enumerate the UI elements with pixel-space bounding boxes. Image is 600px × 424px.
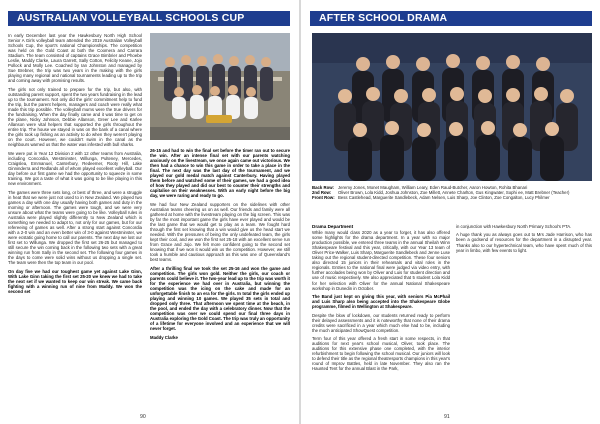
volleyball-title-banner: AUSTRALIAN VOLLEYBALL SCHOOLS CUP (8, 11, 290, 26)
page-number: 90 (140, 414, 146, 420)
drama-article-column-2 (456, 224, 592, 304)
caption-names: Oliver Brown, Lola Kidd, Joshua Johnston, Zoe Millett, Annete Charlton, Gus Kingwater, Sophi ee, Matt Brebner (Teacher) (338, 190, 570, 195)
drama-group-photo (312, 33, 592, 181)
caption-label: Back Row: (312, 185, 334, 190)
article-paragraph: in conjunction with Hawkesbury North Primary School's PTA. (456, 224, 572, 229)
volleyball-team-photo (150, 33, 290, 140)
article-paragraph: We had four New Zealand supporters on the sidelines with other Australian teams cheering us on as well. Our friends and family were all gathered at home with the livestream playing on the big screen. This was by far the most important game the girls have ever played and would be the last game that we would get to play as a team. We fought hard through the first set knowing that a win would give us the head start we needed. With the pressures of being the only undefeated team, the girls kept their cool, and we won the first set 25-18 with an excellent serve run from Grace and Jojo. We felt more confident going to the second set knowing that if we won it would win us the competition. However, we still took a humble and cautious approach as this was one of Queensland's best teams. (150, 201, 290, 263)
drama-article-column-1 (312, 224, 450, 414)
caption-front-row (312, 195, 592, 200)
caption-names: Jeremy Jones, Monet Maugham, William Leary, Eden Raud-Butcher, Aaron Howton, Rohita Bhanari (338, 185, 528, 190)
article-paragraph: A huge thank you as always goes out to Mrs Jade Harrison, who has been a godsend of resources for the department in a disrupted year. Thanks also to our hypertechnical team, who have spent much of this year in limbo, with few events to light. (456, 232, 592, 253)
page-number: 91 (444, 414, 450, 420)
drama-title-banner: AFTER SCHOOL DRAMA (310, 11, 592, 26)
article-signature: Maddy Clarke (150, 334, 178, 340)
right-page (300, 0, 600, 424)
article-paragraph: 26-15 and had to win the final set before the timer ran out to secure the win. After an intense final set with our parents watching anxiously on the livestream, we once again came out victorious. We then had a chance to win this game in order to take a place in the final. The next day was the last day of the tournament, and we played our gold medal match against Canterbury. Having played them before and watched some of their games, we had a good idea of how they played and did our best to counter their strengths and capitalise on their weaknesses. With an early night before the big day, we were raring and ready to go. (150, 148, 290, 199)
caption-label: 2nd Row: (312, 190, 332, 195)
drama-group-illustration (312, 33, 592, 181)
drama-photo-caption (312, 185, 592, 200)
volleyball-article-column-2 (150, 148, 290, 380)
article-paragraph: The games were three sets long, or best of three, and were a struggle in heat that we were just not used to in New Zealand. We played two games a day with one day usually having both games and duty in the morning or afternoon. The games were tough, and we were very unsure about what the teams were going to be like. Volleyball rules in Australia were played slightly differently to New Zealand which is something we needed to adapt to, not only for our games, but for our refereeing of games as well. After a strong start against Concordia with a 2-0 win and an even better win of 3-0 against Westminster, we were ecstatic going home to call our parents. The next day we lost our first set to Willunga. We dropped the first set 26-25 but managed to still secure the win coming back in the following two sets with a great winning run from Sally in the second set. The following four games in the days to come were solid wins without us dropping a single set. The team were then the top team in our pool. (8, 189, 142, 266)
article-paragraph: In early December last year the Hawkesbury North High School Senior A Girls volleyball team attended the 2019 Australian Volleyball Schools Cup, the sport's national Championships. The competition was held on the Gold Coast at both the Coomera and Carrara Stadium. The team consisted of captains Grace Bimbrier and Phoebe Leslie, Maddy Clarke, Laura Garrett, Sally Cotton, Felicity Keane, Jojo Pollock and Molly Lee. Coached by Ian Johnston and managed by Sue Brebner, the trip was two years in the making with the girls playing many regional and national tournaments leading up to the trip and coming away with promising results. (8, 33, 142, 84)
caption-label: Front Row: (312, 195, 335, 200)
article-paragraph: While many would class 2020 as a year to forget, it has also offered some highlights for the drama department. In a year with so major production possible, we entered three teams in the annual Sheilah Winn Shakespeare festival and this year, critically, with our Year 13 team of Oliver Price-Walker, Luis Sharp, Marguerite Sandlebeck and Jenne Luse taking out the regional student-directed competition. These four seniors also directed 15 juniors in their rehearsals and vital roles in the regionals. Entries to the national final were judged via video entry, with further accolades being won by Oliver and Luis for student direction and use of music respectively. We also appreciated that 5 student Lola Kidd for her selection with Oliver for the annual National Shakespeare workshop in Dunedin in October. (312, 230, 450, 291)
article-paragraph: After a thrilling final we took the set 25-16 and won the game and competition. The girls won gold. Neither the girls, our coach or parents could believe it. The two-year lead up to the trip was worth it for the experience we had over in Australia, but winning the competition was the icing on the cake and made for an unforgettable finish to an era for the girls. In total the girls ended up playing and winning 10 games. We played 35 sets in total and dropped only three. That afternoon we spent time at the beach, in the pool, and ended the day with a celebratory dinner. Now that the competition was over we could spend our final three days in Australia exploring the Gold Coast. The trip was truly an opportunity of a lifetime for everyone involved and an experience that we will never forget. (150, 265, 290, 332)
article-paragraph: Term four of this year offered a fresh start in some respects, in that auditions for next year's school musical, Oliver, took place. The auditions for this extensive phase one completed, with the interior refurbishment to begin following the school musical. Our juniors will look to defend their title as the regional theatresports champions in this year's round of Improv Battles, held in late November. They also ran the Haunted Tent for the annual Blast in the Park, (312, 336, 450, 372)
article-paragraph: On day five we had our toughest game yet against Lake Ginn, With Lake Ginn taking the first set 25-20 we knew we had to take the next set if we wanted to keep our win streak. We came back fighting with a winning run of nine from Maddy. We won the second set (8, 268, 142, 294)
article-paragraph: The Band just kept on giving this year, with seniors Pia McPhail and Luis Sharp also being accepted into the Shakespeare Globe programme, filmed in Wellington at Shakespeare. (312, 294, 450, 310)
caption-names: Bess Castlehead, Marguerite Sandlebeck, Adam Nelsen, Luis Sharp, Joe Clinton, Zoe Congalton, Lucy Philmer (338, 195, 550, 200)
article-paragraph: We were put in Year 12 Division 2 with 12 other teams from Australia, including Concordia, Westminster, Willunga, Pulteney, Mercedes, Craigslea, Emmanuel, Canterbury, Redeemer, Rooty Hill, Lake Ginninderra and Redlands all of whom played excellent volleyball. Our day before our first game we had the opportunity to squeeze in some training. We got a taste of what it was going to be like playing in this new environment. (8, 150, 142, 187)
article-paragraph: The girls not only trained to prepare for the trip, but also, with outstanding parent support, spent the two years fundraising in the lead up to the tournament. Not only did the girls' commitment help to fund the trip, but the parent helpers, managers and coach were really what made this trip possible. The volleyball mums were the true drivers for the fundraising. When the day finally came and it was time to get on the plane, Nicky Johnson, Debbie Allanson, Greer Lee and Karlee Allanson were vital helpers that supported the girls throughout the entire trip. The house we stayed in was on the bank of a canal where the girls took up fishing as an activity to do when they weren't playing on the court. However, we couldn't swim in the canal as the neighbours warned us that the water was infested with bull sharks. (8, 86, 142, 148)
volleyball-article-column-1 (8, 33, 142, 413)
drama-sub-heading: Drama Department (312, 224, 354, 229)
volleyball-team-illustration (150, 33, 290, 140)
article-paragraph: Despite the blow of lockdown, our students returned ready to perform their delayed assessments and it is noteworthy that none of their drama credits were sacrificed in a year which much else had to be, including the much anticipated ShowQuest competition. (312, 312, 450, 333)
